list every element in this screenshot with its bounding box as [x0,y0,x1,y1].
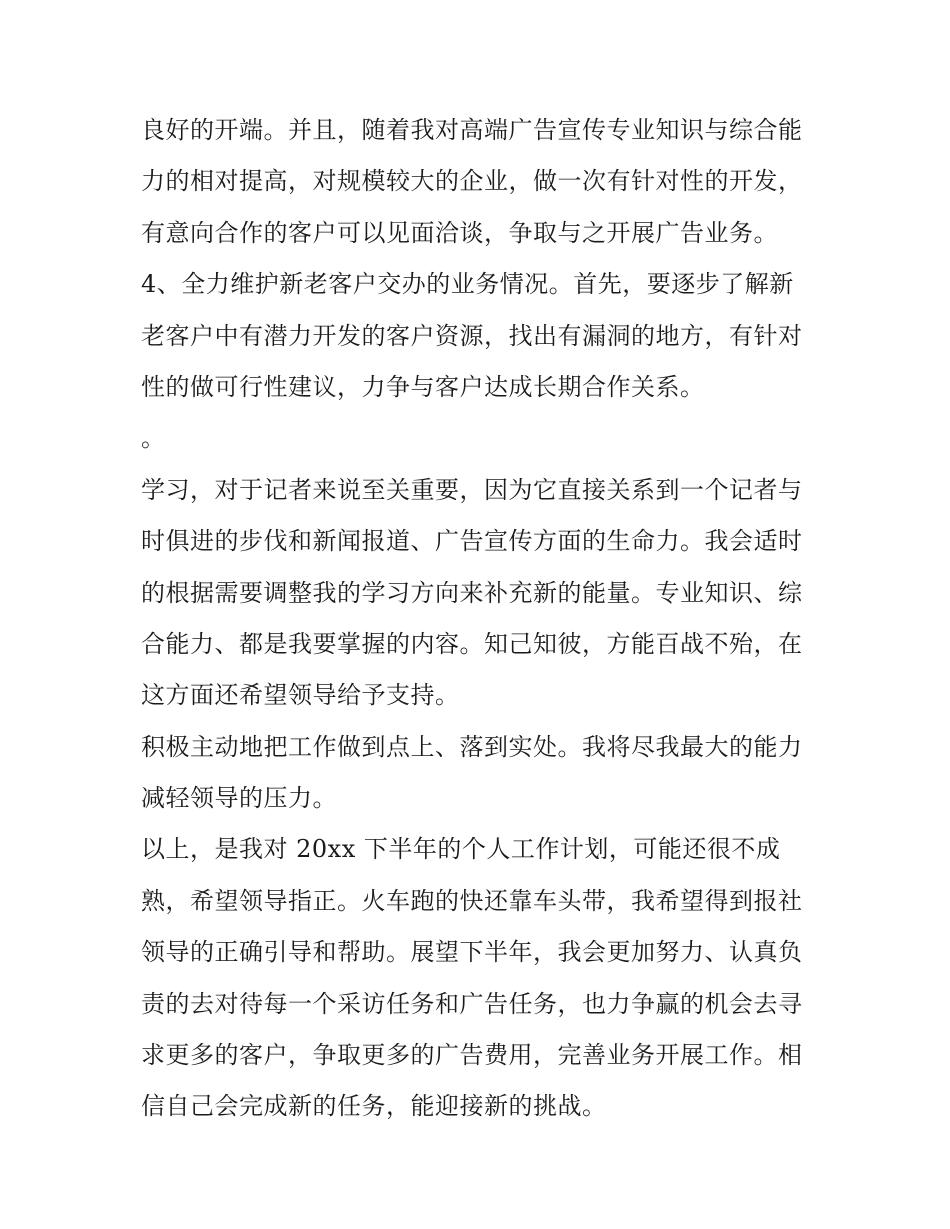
text-line: 领导的正确引导和帮助。展望下半年，我会更加努力、认真负 [141,938,803,967]
text-line: 性的做可行性建议，力争与客户达成长期合作关系。 [141,372,705,401]
document-body [141,105,821,1133]
text-line: 以上，是我对 20xx 下半年的个人工作计划，可能还很不成 [141,835,781,864]
text-line: 。 [141,424,166,453]
text-line: 4、全力维护新老客户交办的业务情况。首先，要逐步了解新 [141,270,794,299]
text-line: 信自己会完成新的任务，能迎接新的挑战。 [141,1092,607,1121]
text-line: 责的去对待每一个采访任务和广告任务，也力争赢的机会去寻 [141,989,803,1018]
text-line: 良好的开端。并且，随着我对高端广告宣传专业知识与综合能 [141,116,803,144]
text-line: 求更多的客户，争取更多的广告费用，完善业务开展工作。相 [141,1041,803,1070]
text-line: 熟，希望领导指正。火车跑的快还靠车头带，我希望得到报社 [141,886,803,915]
text-line: 有意向合作的客户可以见面洽谈，争取与之开展广告业务。 [141,218,778,247]
text-line: 合能力、都是我要掌握的内容。知己知彼，方能百战不殆，在 [141,629,803,658]
text-line: 这方面还希望领导给予支持。 [141,681,460,710]
text-line: 的根据需要调整我的学习方向来补充新的能量。专业知识、综 [141,578,803,607]
text-line: 减轻领导的压力。 [141,784,337,813]
text-line: 学习，对于记者来说至关重要，因为它直接关系到一个记者与 [141,475,803,504]
text-line: 时俱进的步伐和新闻报道、广告宣传方面的生命力。我会适时 [141,527,803,556]
text-line: 积极主动地把工作做到点上、落到实处。我将尽我最大的能力 [141,732,803,761]
text-line: 老客户中有潜力开发的客户资源，找出有漏洞的地方，有针对 [141,321,803,350]
text-line: 力的相对提高，对规模较大的企业，做一次有针对性的开发， [141,167,803,196]
